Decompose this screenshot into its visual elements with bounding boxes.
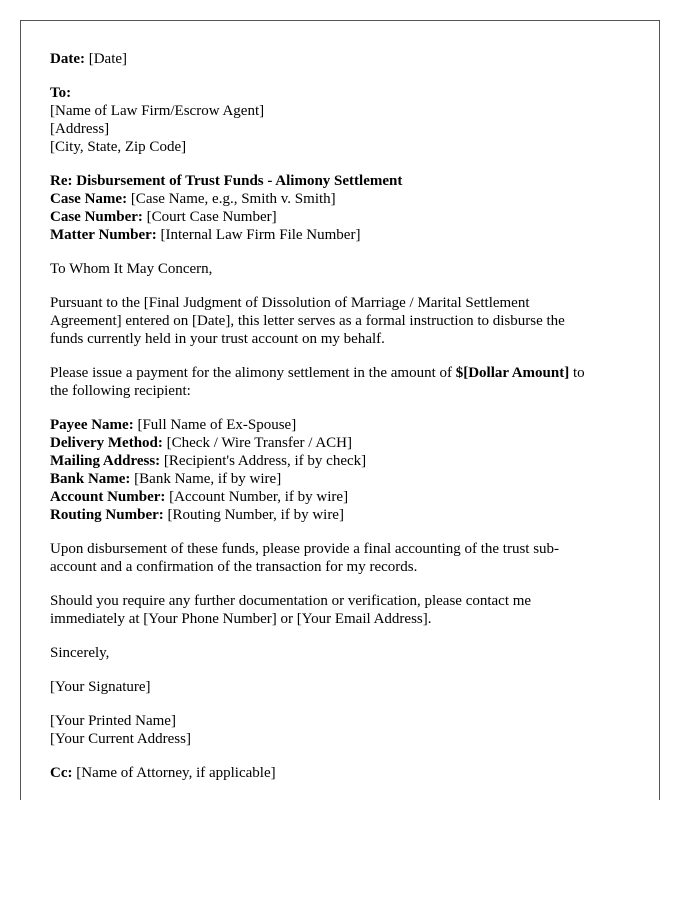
to-label-line [50, 84, 640, 102]
salutation-block [50, 260, 640, 278]
paragraph-payment-line-1 [50, 364, 640, 382]
date-block [50, 50, 640, 68]
salutation: To Whom It May Concern, [50, 261, 213, 277]
recipient-name: [Name of Law Firm/Escrow Agent] [50, 103, 265, 119]
signature-block [50, 678, 640, 696]
paragraph-instruction-line-2: Agreement] entered on [Date], this letter serves as a formal instruction to disburse the [50, 313, 565, 329]
cc-value: [Name of Attorney, if applicable] [76, 765, 276, 781]
mailing-address-value: [Recipient's Address, if by check] [163, 453, 367, 469]
payment-amount: $[Dollar Amount] [455, 365, 570, 381]
case-number-value: [Court Case Number] [146, 209, 277, 225]
cc-label: Cc: [50, 765, 73, 781]
paragraph-instruction-line-3: funds currently held in your trust account on my behalf. [50, 331, 385, 347]
subject-line [50, 172, 640, 190]
case-number-line [50, 208, 640, 226]
case-name-label: Case Name: [50, 191, 128, 207]
date-line [50, 50, 640, 68]
mailing-address-label: Mailing Address: [50, 453, 161, 469]
closing-block [50, 644, 640, 662]
account-number-line [50, 488, 640, 506]
bank-name-label: Bank Name: [50, 471, 131, 487]
recipient-block [50, 84, 640, 156]
payment-text-after: to [569, 365, 585, 381]
paragraph-instruction [50, 294, 640, 348]
paragraph-contact [50, 592, 640, 628]
paragraph-payment [50, 364, 640, 400]
delivery-method-line [50, 434, 640, 452]
case-name-value: [Case Name, e.g., Smith v. Smith] [130, 191, 336, 207]
routing-number-line [50, 506, 640, 524]
case-name-line [50, 190, 640, 208]
cc-line [50, 764, 640, 782]
subject-text: Re: Disbursement of Trust Funds - Alimony Settlement [50, 173, 403, 189]
paragraph-contact-line-1: Should you require any further documentation or verification, please contact me [50, 593, 532, 609]
bank-name-value: [Bank Name, if by wire] [134, 471, 282, 487]
delivery-method-label: Delivery Method: [50, 435, 163, 451]
paragraph-accounting-line-1: Upon disbursement of these funds, please provide a final accounting of the trust sub- [50, 541, 560, 557]
paragraph-accounting-line-2: account and a confirmation of the transaction for my records. [50, 559, 418, 575]
signature-placeholder: [Your Signature] [50, 679, 151, 695]
paragraph-contact-line-2: immediately at [Your Phone Number] or [Your Email Address]. [50, 611, 432, 627]
payee-name-line [50, 416, 640, 434]
delivery-method-value: [Check / Wire Transfer / ACH] [166, 435, 352, 451]
mailing-address-line [50, 452, 640, 470]
matter-number-label: Matter Number: [50, 227, 157, 243]
payment-text-before: Please issue a payment for the alimony settlement in the amount of [50, 365, 456, 381]
to-label: To: [50, 85, 72, 101]
recipient-city: [City, State, Zip Code] [50, 139, 187, 155]
account-number-label: Account Number: [50, 489, 166, 505]
date-label: Date: [50, 51, 85, 67]
case-number-label: Case Number: [50, 209, 143, 225]
date-value: [Date] [88, 51, 128, 67]
recipient-address: [Address] [50, 121, 110, 137]
letter-page [20, 20, 660, 800]
sender-block [50, 712, 640, 748]
paragraph-instruction-line-1: Pursuant to the [Final Judgment of Dissolution of Marriage / Marital Settlement [50, 295, 530, 311]
reference-block [50, 172, 640, 244]
routing-number-value: [Routing Number, if by wire] [167, 507, 344, 523]
payee-name-value: [Full Name of Ex-Spouse] [137, 417, 297, 433]
letter-body [50, 50, 640, 798]
paragraph-payment-line-2: the following recipient: [50, 383, 191, 399]
paragraph-accounting [50, 540, 640, 576]
bank-name-line [50, 470, 640, 488]
closing: Sincerely, [50, 645, 110, 661]
matter-number-value: [Internal Law Firm File Number] [160, 227, 361, 243]
cc-block [50, 764, 640, 782]
payee-details-block [50, 416, 640, 524]
payee-name-label: Payee Name: [50, 417, 134, 433]
matter-number-line [50, 226, 640, 244]
routing-number-label: Routing Number: [50, 507, 164, 523]
printed-name: [Your Printed Name] [50, 713, 176, 729]
account-number-value: [Account Number, if by wire] [169, 489, 349, 505]
current-address: [Your Current Address] [50, 731, 191, 747]
